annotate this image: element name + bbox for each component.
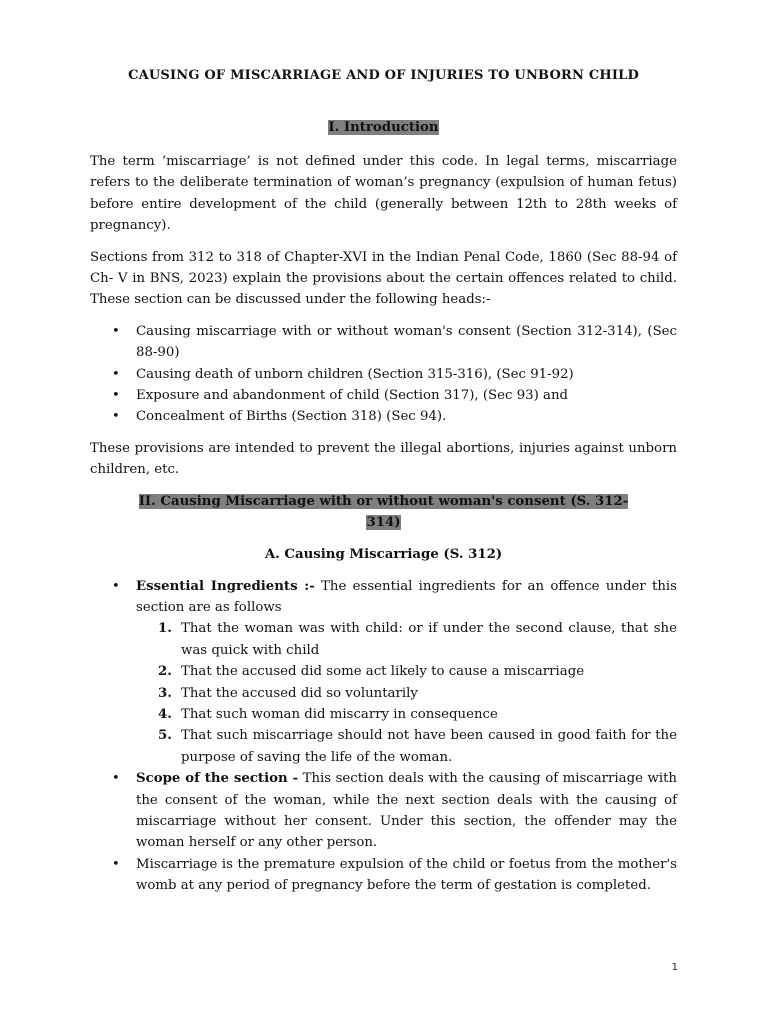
section2-heading-line1: II. Causing Miscarriage with or without woman's consent (S. 312- — [138, 493, 629, 509]
bullet-icon: • — [112, 771, 120, 787]
document-title: CAUSING OF MISCARRIAGE AND OF INJURIES TO UNBORN CHILD — [128, 68, 639, 83]
section2-heading-line2: 314) — [366, 515, 401, 531]
intro-heading: I. Introduction — [328, 120, 439, 135]
list-item-definition — [90, 854, 677, 897]
bullet-icon: • — [112, 323, 120, 339]
list-item: • Causing miscarriage with or without woman's consent (Section 312-314), (Sec 88-90) — [90, 321, 677, 364]
bullet-icon: • — [112, 856, 120, 872]
list-item-essential-ingredients — [90, 576, 677, 769]
list-item: • Causing death of unborn children (Section 315-316), (Sec 91-92) — [90, 364, 677, 385]
intro-paragraph-2: Sections from 312 to 318 of Chapter-XVI in the Indian Penal Code, 1860 (Sec 88-94 of Ch- V in BNS, 2023) explain the provisions about the certain offences related to child. These section can be discussed under the following heads:- — [90, 249, 677, 308]
list-item: 1. That the woman was with child: or if under the second clause, that she was quick with child — [158, 621, 677, 658]
list-item: 3. That the accused did so voluntarily — [158, 685, 418, 701]
heads-list — [90, 321, 677, 428]
list-item: • Exposure and abandonment of child (Section 317), (Sec 93) and — [90, 385, 677, 406]
section2-subheading: A. Causing Miscarriage (S. 312) — [264, 546, 503, 562]
list-item: 5. That such miscarriage should not have been caused in good faith for the purpose of saving the life of the woman. — [158, 728, 677, 765]
ingredients-list — [136, 618, 677, 768]
item-lead: Essential Ingredients :- — [136, 578, 315, 594]
item-text: The essential ingredients for an offence under this section are as follows — [136, 578, 677, 615]
item-text: This section deals with the causing of miscarriage with the consent of the woman, while the next section deals with the causing of miscarriage without her consent. Under this section, the offender may the woman herself or any other person. — [136, 771, 677, 851]
bullet-icon: • — [112, 578, 120, 594]
section2-list — [90, 576, 677, 897]
intro-heading-wrap — [90, 115, 677, 139]
item-text: Miscarriage is the premature expulsion of the child or foetus from the mother's womb at any period of pregnancy before the term of gestation is completed. — [136, 856, 677, 894]
list-item: • Concealment of Births (Section 318) (Sec 94). — [90, 406, 677, 427]
item-lead: Scope of the section - — [136, 771, 299, 787]
intro-paragraph-1: The term ‘miscarriage’ is not defined under this code. In legal terms, miscarriage refers to the deliberate termination of woman’s pregnancy (expulsion of human fetus) before entire development of the child (generally between 12th to 28th weeks of pregnancy). — [90, 154, 677, 234]
section2-heading-wrap — [90, 491, 677, 534]
list-item: 4. That such woman did miscarry in consequence — [158, 706, 498, 722]
list-item-scope — [90, 768, 677, 854]
list-item: 2. That the accused did some act likely to cause a miscarriage — [158, 664, 585, 680]
bullet-icon: • — [112, 409, 120, 425]
document-page — [90, 68, 677, 897]
page-number: 1 — [671, 962, 678, 973]
bullet-icon: • — [112, 366, 120, 382]
intro-paragraph-3: These provisions are intended to prevent the illegal abortions, injuries against unborn children, etc. — [90, 440, 677, 478]
bullet-icon: • — [112, 388, 120, 404]
